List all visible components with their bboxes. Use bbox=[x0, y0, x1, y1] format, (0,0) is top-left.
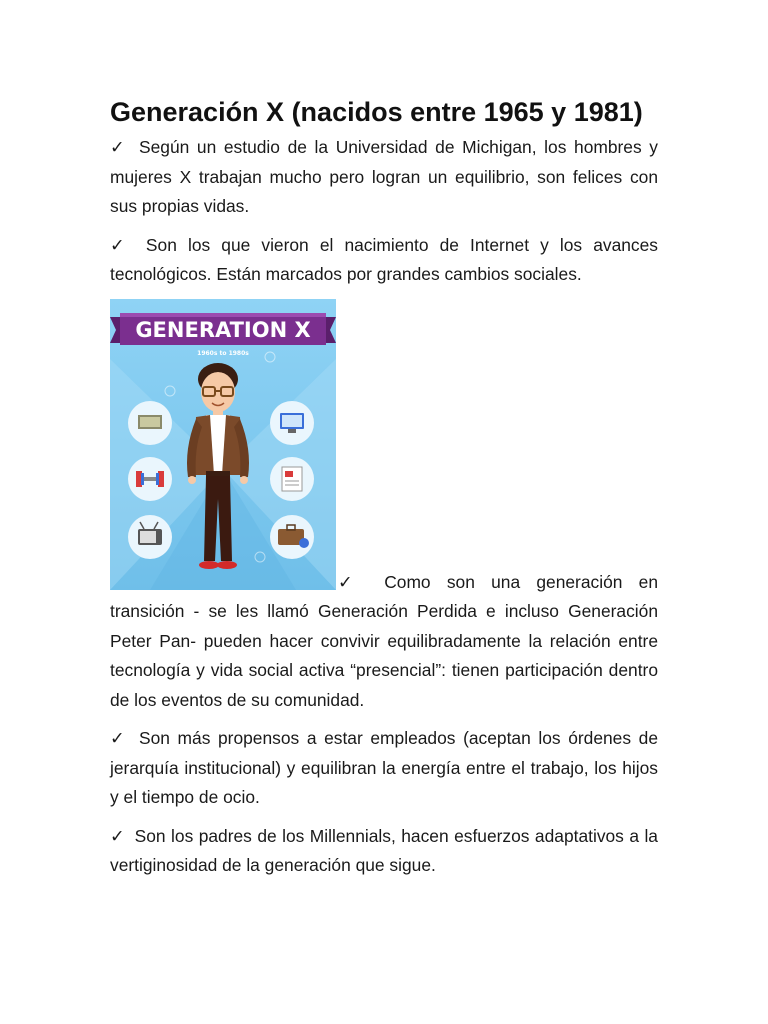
checkmark-icon: ✓ bbox=[110, 825, 126, 846]
generation-x-infographic bbox=[110, 299, 336, 590]
document-title: Generación X (nacidos entre 1965 y 1981) bbox=[110, 97, 643, 127]
paragraph-4-text: Son más propensos a estar empleados (aceptan los órdenes de jerarquía institucional) y equilibran la energía entre el trabajo, los hijos y el tiempo de ocio. bbox=[110, 728, 658, 807]
paragraph-1 bbox=[110, 133, 658, 222]
suitcase-icon bbox=[270, 515, 314, 559]
figure-with-text bbox=[110, 299, 658, 716]
checkmark-icon: ✓ bbox=[110, 137, 128, 157]
checkmark-icon: ✓ bbox=[110, 728, 128, 748]
document-page bbox=[110, 90, 658, 890]
paragraph-3-text: Como son una generación en transición - se les llamó Generación Perdida e incluso Generación Peter Pan- pueden hacer convivir equilibradamente la relación entre tecnología y vida social activa “presencial”: tienen participación dentro de los eventos de su comunidad. bbox=[110, 571, 658, 710]
checkmark-icon: ✓ bbox=[110, 234, 131, 255]
paragraph-4 bbox=[110, 724, 658, 813]
banner bbox=[110, 313, 336, 345]
money-icon bbox=[128, 401, 172, 445]
paragraph-5 bbox=[110, 822, 658, 881]
paragraph-5-text: Son los padres de los Millennials, hacen esfuerzos adaptativos a la vertiginosidad de la generación que sigue. bbox=[110, 825, 658, 875]
tv-icon bbox=[128, 515, 172, 559]
banner-subtitle: 1960s to 1980s bbox=[197, 349, 249, 357]
paragraph-1-text: Según un estudio de la Universidad de Michigan, los hombres y mujeres X trabajan mucho pero logran un equilibrio, son felices con sus propias vidas. bbox=[110, 137, 658, 216]
checkmark-icon: ✓ bbox=[338, 571, 364, 592]
computer-icon bbox=[270, 401, 314, 445]
paragraph-2-text: Son los que vieron el nacimiento de Internet y los avances tecnológicos. Están marcados por grandes cambios sociales. bbox=[110, 234, 658, 284]
infographic-svg bbox=[110, 299, 336, 590]
banner-title: GENERATION X bbox=[135, 317, 311, 342]
dumbbell-icon bbox=[128, 457, 172, 501]
paragraph-2 bbox=[110, 231, 658, 290]
newspaper-icon bbox=[270, 457, 314, 501]
